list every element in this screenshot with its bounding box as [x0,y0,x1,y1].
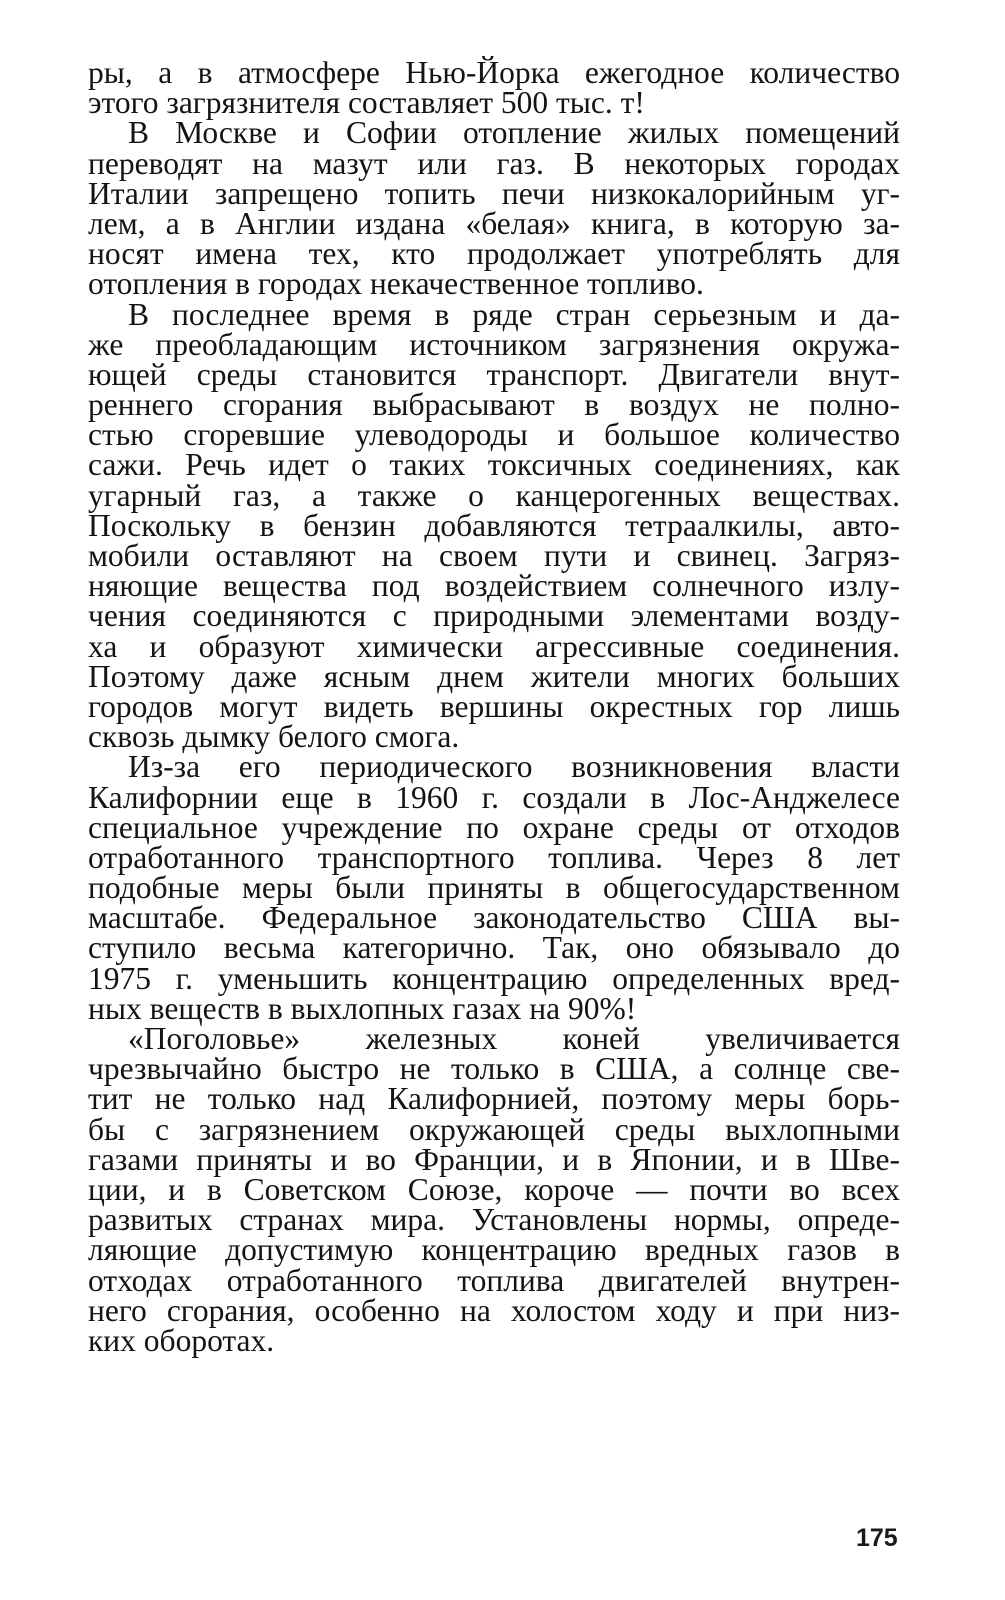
text-line: няющие вещества под воздействием солнечного излу- [88,568,900,604]
text-line: газами приняты и во Франции, и в Японии, и в Шве- [88,1141,900,1177]
text-line: сквозь дымку белого смога. [88,719,460,755]
text-line: Калифорнии еще в 1960 г. создали в Лос-Анджелесе [88,779,900,815]
text-line: отопления в городах некачественное топливо. [88,266,704,302]
text-line: сажи. Речь идет о таких токсичных соединениях, как [88,447,900,483]
text-line: этого загрязнителя составляет 500 тыс. т! [88,85,645,121]
text-line: переводят на мазут или газ. В некоторых городах [88,145,900,181]
text-line: специальное учреждение по охране среды от отходов [88,809,900,845]
text-line: Поскольку в бензин добавляются тетраалкилы, авто- [88,507,900,543]
text-line: 1975 г. уменьшить концентрацию определенных вред- [88,960,900,996]
text-line: ры, а в атмосфере Нью-Йорка ежегодное количество [88,55,900,90]
text-line: Италии запрещено топить печи низкокалорийным уг- [88,175,900,211]
text-line: ких оборотах. [88,1322,275,1358]
text-line: него сгорания, особенно на холостом ходу и при низ- [88,1292,900,1328]
text-line: чения соединяются с природными элементами возду- [88,598,900,634]
text-line: «Поголовье» железных коней увеличивается [128,1021,900,1056]
text-line: ющей среды становится транспорт. Двигатели внут- [88,356,900,392]
text-line: реннего сгорания выбрасывают в воздух не полно- [88,387,900,423]
text-line: В Москве и Софии отопление жилых помещений [128,115,900,151]
text-line: ступило весьма категорично. Так, оно обязывало до [88,930,900,966]
text-line: стью сгоревшие улеводороды и большое количество [88,417,900,453]
text-line: развитых странах мира. Установлены нормы, опреде- [88,1202,900,1238]
text-line: тит не только над Калифорнией, поэтому меры борь- [88,1081,900,1117]
text-line: В последнее время в ряде стран серьезным и да- [128,296,900,332]
paragraph-california [88,749,900,1026]
page-body [88,55,900,1358]
text-line: городов могут видеть вершины окрестных гор лишь [88,688,900,724]
text-line: носят имена тех, кто продолжает употреблять для [88,236,900,272]
paragraph-continuation [88,55,900,121]
text-line: отработанного транспортного топлива. Через 8 лет [88,839,900,875]
text-line: масштабе. Федеральное законодательство США вы- [88,900,900,936]
text-line: ных веществ в выхлопных газах на 90%! [88,990,637,1026]
text-line: лем, а в Англии издана «белая» книга, в которую за- [88,205,900,241]
text-line: ляющие допустимую концентрацию вредных газов в [88,1232,900,1268]
text-line: мобили оставляют на своем пути и свинец. Загряз- [88,538,900,573]
text-line: ции, и в Советском Союзе, короче — почти во всех [88,1171,900,1207]
text-line: бы с загрязнением окружающей среды выхлопными [88,1111,900,1147]
text-line: отходах отработанного топлива двигателей внутрен- [88,1262,900,1298]
text-line: ха и образуют химически агрессивные соединения. [88,628,900,664]
text-line: подобные меры были приняты в общегосударственном [88,870,900,906]
text-line: угарный газ, а также о канцерогенных веществах. [88,477,900,513]
page-number: 175 [856,1524,898,1552]
paragraph-worldwide-measures [88,1021,900,1358]
text-line: Из-за его периодического возникновения власти [128,749,900,785]
paragraph-transport [88,296,900,755]
text-line: чрезвычайно быстро не только в США, а солнце све- [88,1051,900,1087]
paragraph-heating [88,115,900,302]
text-line: Поэтому даже ясным днем жители многих больших [88,658,900,694]
text-line: же преобладающим источником загрязнения окружа- [88,326,900,362]
